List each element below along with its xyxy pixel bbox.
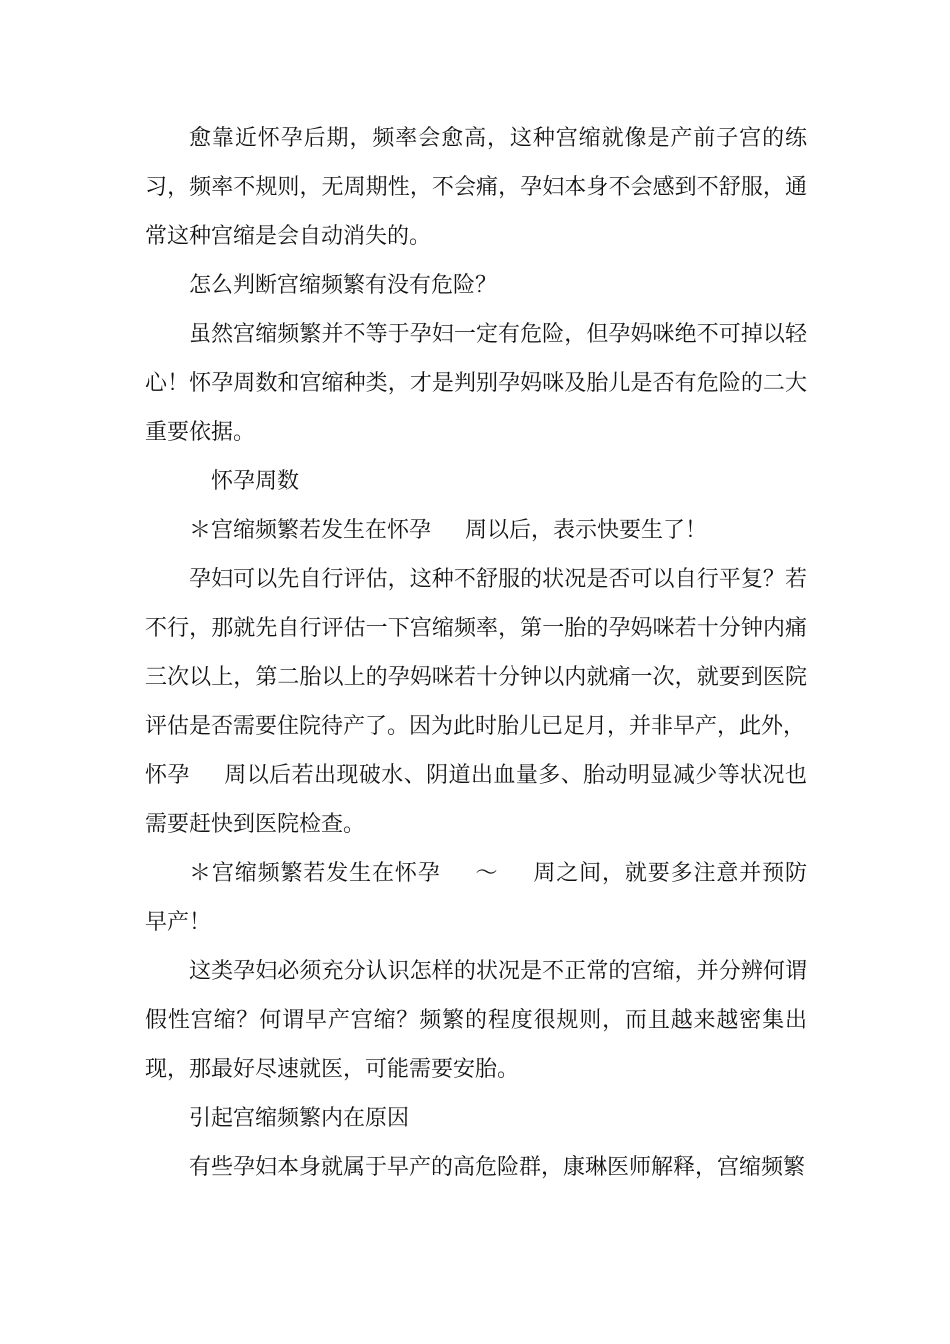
paragraph-after-weeks [145, 751, 807, 849]
bullet-full-term-part-a: ＊宫缩频繁若发生在怀孕 [189, 518, 432, 543]
bullet-full-term [145, 506, 807, 555]
paragraph-self-evaluation-text: 孕妇可以先自行评估，这种不舒服的状况是否可以自行平复？若不行，那就先自行评估一下宫缩频率，第一胎的孕妈咪若十分钟内痛三次以上，第二胎以上的孕妈咪若十分钟以内就痛一次，就要到医院评估是否需要住院待产了。因为此时胎儿已足月，并非早产，此外， [145, 567, 807, 739]
paragraph-high-risk-group: 有些孕妇本身就属于早产的高危险群，康琳医师解释，宫缩频繁 [189, 1155, 806, 1180]
section-internal-causes-heading: 引起宫缩频繁内在原因 [189, 1106, 410, 1131]
paragraph-not-necessarily-dangerous: 虽然宫缩频繁并不等于孕妇一定有危险，但孕妈咪绝不可掉以轻心！怀孕周数和宫缩种类，才是判别孕妈咪及胎儿是否有危险的二大重要依据。 [145, 322, 807, 445]
paragraph-after-weeks-text: 周以后若出现破水、阴道出血量多、胎动明显减少等状况也需要赶快到医院检查。 [145, 763, 807, 837]
bullet-preterm-part-b: 周之间，就要多注意并预防早产！ [145, 861, 807, 935]
bullet-preterm-part-a: ＊宫缩频繁若发生在怀孕 [189, 861, 441, 886]
paragraph-recognize-abnormal: 这类孕妇必须充分认识怎样的状况是不正常的宫缩，并分辨何谓假性宫缩？何谓早产宫缩？频繁的程度很规则，而且越来越密集出现，那最好尽速就医，可能需要安胎。 [145, 959, 807, 1082]
subheading-pregnancy-weeks: 怀孕周数 [211, 469, 300, 494]
paragraph-self-evaluation [145, 555, 807, 751]
section-question-heading: 怎么判断宫缩频繁有没有危险？ [189, 273, 498, 298]
bullet-full-term-part-b: 周以后，表示快要生了！ [465, 518, 708, 543]
bullet-preterm-range [145, 849, 807, 947]
pregnancy-prefix: 怀孕 [145, 763, 190, 788]
paragraph-late-pregnancy-contractions: 愈靠近怀孕后期，频率会愈高，这种宫缩就像是产前子宫的练习，频率不规则，无周期性，不会痛，孕妇本身不会感到不舒服，通常这种宫缩是会自动消失的。 [145, 126, 807, 249]
bullet-preterm-tilde: ～ [474, 861, 499, 886]
